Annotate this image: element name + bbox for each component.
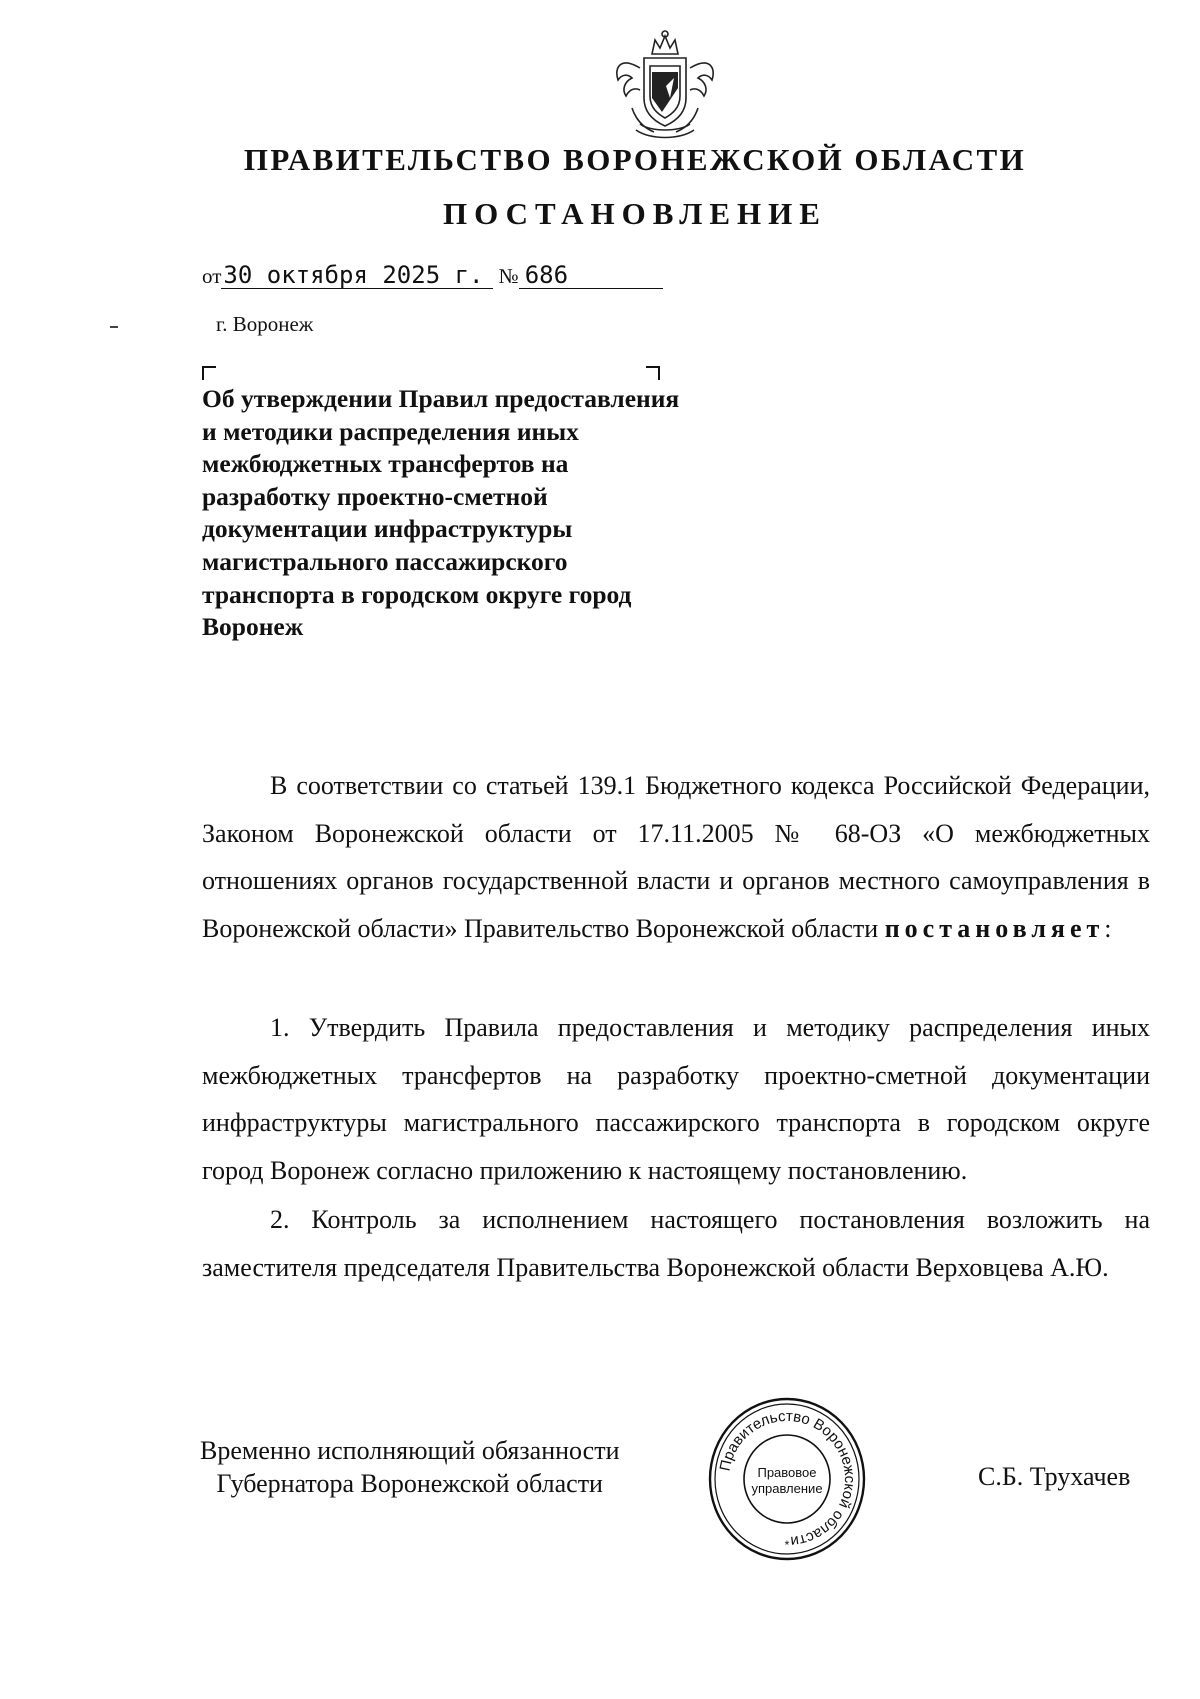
coat-of-arms-icon bbox=[610, 28, 720, 144]
city: г. Воронеж bbox=[216, 312, 314, 336]
organization-name: ПРАВИТЕЛЬСТВО ВОРОНЕЖСКОЙ ОБЛАСТИ bbox=[243, 142, 1027, 177]
stamp-center-line-2: управление bbox=[751, 1481, 823, 1496]
document-number: 686 bbox=[519, 262, 663, 289]
title-corner-left bbox=[202, 366, 216, 380]
document-type: ПОСТАНОВЛЕНИЕ bbox=[443, 196, 827, 231]
decree-word: постановляет bbox=[884, 913, 1105, 943]
stamp-seal bbox=[707, 1397, 867, 1562]
intro-text: В соответствии со статьей 139.1 Бюджетного кодекса Российской Федерации, Законом Воронежской области от 17.11.2005 № 68-ОЗ «О межбюджетных отношениях органов государственной власти и органов местного самоуправления в Воронежской области» Правительство Воронежской области bbox=[202, 771, 1150, 943]
stamp-star: * bbox=[784, 1538, 790, 1552]
intro-paragraph bbox=[202, 762, 1150, 952]
signatory-position-line-2: Губернатора Воронежской области bbox=[216, 1469, 603, 1498]
from-label: от bbox=[202, 264, 222, 288]
stamp-center-line-1: Правовое bbox=[757, 1465, 817, 1480]
title-corner-right bbox=[646, 366, 660, 380]
item-2-paragraph: 2. Контроль за исполнением настоящего постановления возложить на заместителя председателя Правительства Воронежской области Верховцева А.Ю. bbox=[202, 1205, 1150, 1282]
stamp-ring-text: Правительство Воронежской области bbox=[716, 1407, 859, 1550]
document-date: 30 октября 2025 г. bbox=[221, 262, 493, 289]
document-date-number-line bbox=[202, 262, 663, 289]
decree-colon: : bbox=[1104, 913, 1112, 943]
number-label: № bbox=[498, 264, 519, 288]
item-1-paragraph: 1. Утвердить Правила предоставления и методику распределения иных межбюджетных трансфертов на разработку проектно-сметной документации инфраструктуры магистрального пассажирского транспорта в городском округе город Воронеж согласно приложению к настоящему постановлению. bbox=[202, 1013, 1150, 1185]
document-title: Об утверждении Правил предоставления и методики распределения иных межбюджетных трансфертов на разработку проектно-сметной документации инфраструктуры магистрального пассажирского транспорта в городском округе город Воронеж bbox=[202, 384, 680, 642]
signatory-name: С.Б. Трухачев bbox=[978, 1462, 1131, 1491]
scan-artifact bbox=[110, 326, 118, 328]
signatory-position-line-1: Временно исполняющий обязанности bbox=[200, 1436, 620, 1465]
signatory-position bbox=[200, 1434, 620, 1500]
